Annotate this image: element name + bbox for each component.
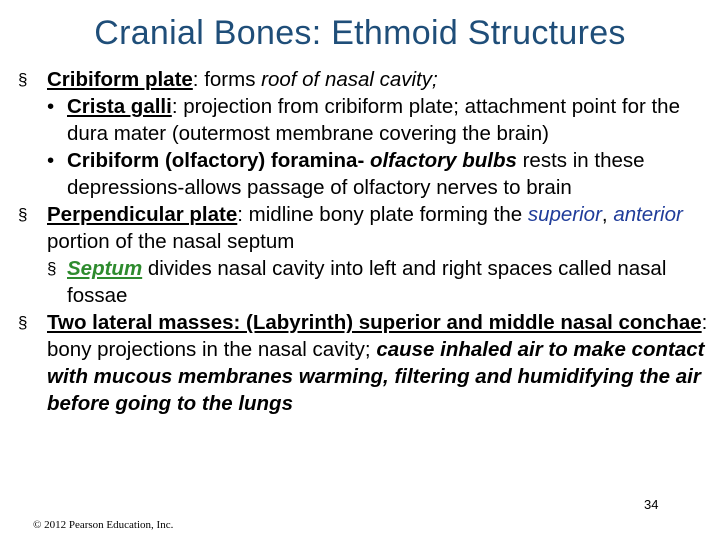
- bullet-septum: [18, 255, 710, 309]
- septum-term: Septum: [67, 257, 143, 280]
- dot-bullet-icon: •: [47, 95, 55, 118]
- perpendicular-plate-desc: : midline bony plate forming the: [237, 203, 528, 226]
- perpendicular-comma: ,: [601, 203, 614, 226]
- bullet-perpendicular-plate: [18, 201, 710, 255]
- superior-term: superior: [527, 203, 602, 226]
- square-bullet-icon: §: [18, 70, 28, 89]
- cribiform-plate-desc: roof of nasal cavity;: [261, 68, 438, 91]
- crista-galli-desc: : projection from cribiform plate; attachment point for the dura mater (outermost membrane covering the brain): [67, 95, 680, 145]
- anterior-term: anterior: [613, 203, 683, 226]
- slide-title: Cranial Bones: Ethmoid Structures: [94, 14, 626, 52]
- square-bullet-icon: §: [18, 205, 28, 224]
- bullet-cribiform-plate: [18, 66, 710, 93]
- cribiform-foramina-term: Cribiform (olfactory) foramina-: [67, 149, 370, 172]
- bullet-cribiform-foramina: [18, 147, 710, 201]
- lateral-masses-desc: : bony projections in the nasal cavity;: [47, 311, 708, 361]
- dot-bullet-icon: •: [47, 149, 55, 172]
- lateral-masses-emphasis: cause inhaled air to make contact with mucous membranes warming, filtering and humidifying the air before going to the lungs: [47, 338, 705, 415]
- cribiform-plate-colon: : forms: [192, 68, 262, 91]
- cribiform-plate-term: Cribiform plate: [47, 68, 193, 91]
- copyright-notice: © 2012 Pearson Education, Inc.: [33, 519, 174, 531]
- page-number: 34: [644, 497, 659, 512]
- square-bullet-icon: §: [18, 313, 28, 332]
- crista-galli-term: Crista galli: [67, 95, 172, 118]
- perpendicular-plate-term: Perpendicular plate: [47, 203, 238, 226]
- bullet-lateral-masses: [18, 309, 710, 417]
- lateral-masses-term: Two lateral masses: (Labyrinth) superior and middle nasal conchae: [47, 311, 702, 334]
- bullet-crista-galli: [18, 93, 710, 147]
- olfactory-bulbs-term: olfactory bulbs: [369, 149, 517, 172]
- septum-desc: divides nasal cavity into left and right spaces called nasal fossae: [67, 257, 667, 307]
- slide-content: [18, 66, 710, 417]
- square-bullet-icon: §: [47, 259, 57, 278]
- perpendicular-plate-desc-end: portion of the nasal septum: [47, 230, 295, 253]
- cribiform-foramina-desc: rests in these depressions-allows passage of olfactory nerves to brain: [67, 149, 645, 199]
